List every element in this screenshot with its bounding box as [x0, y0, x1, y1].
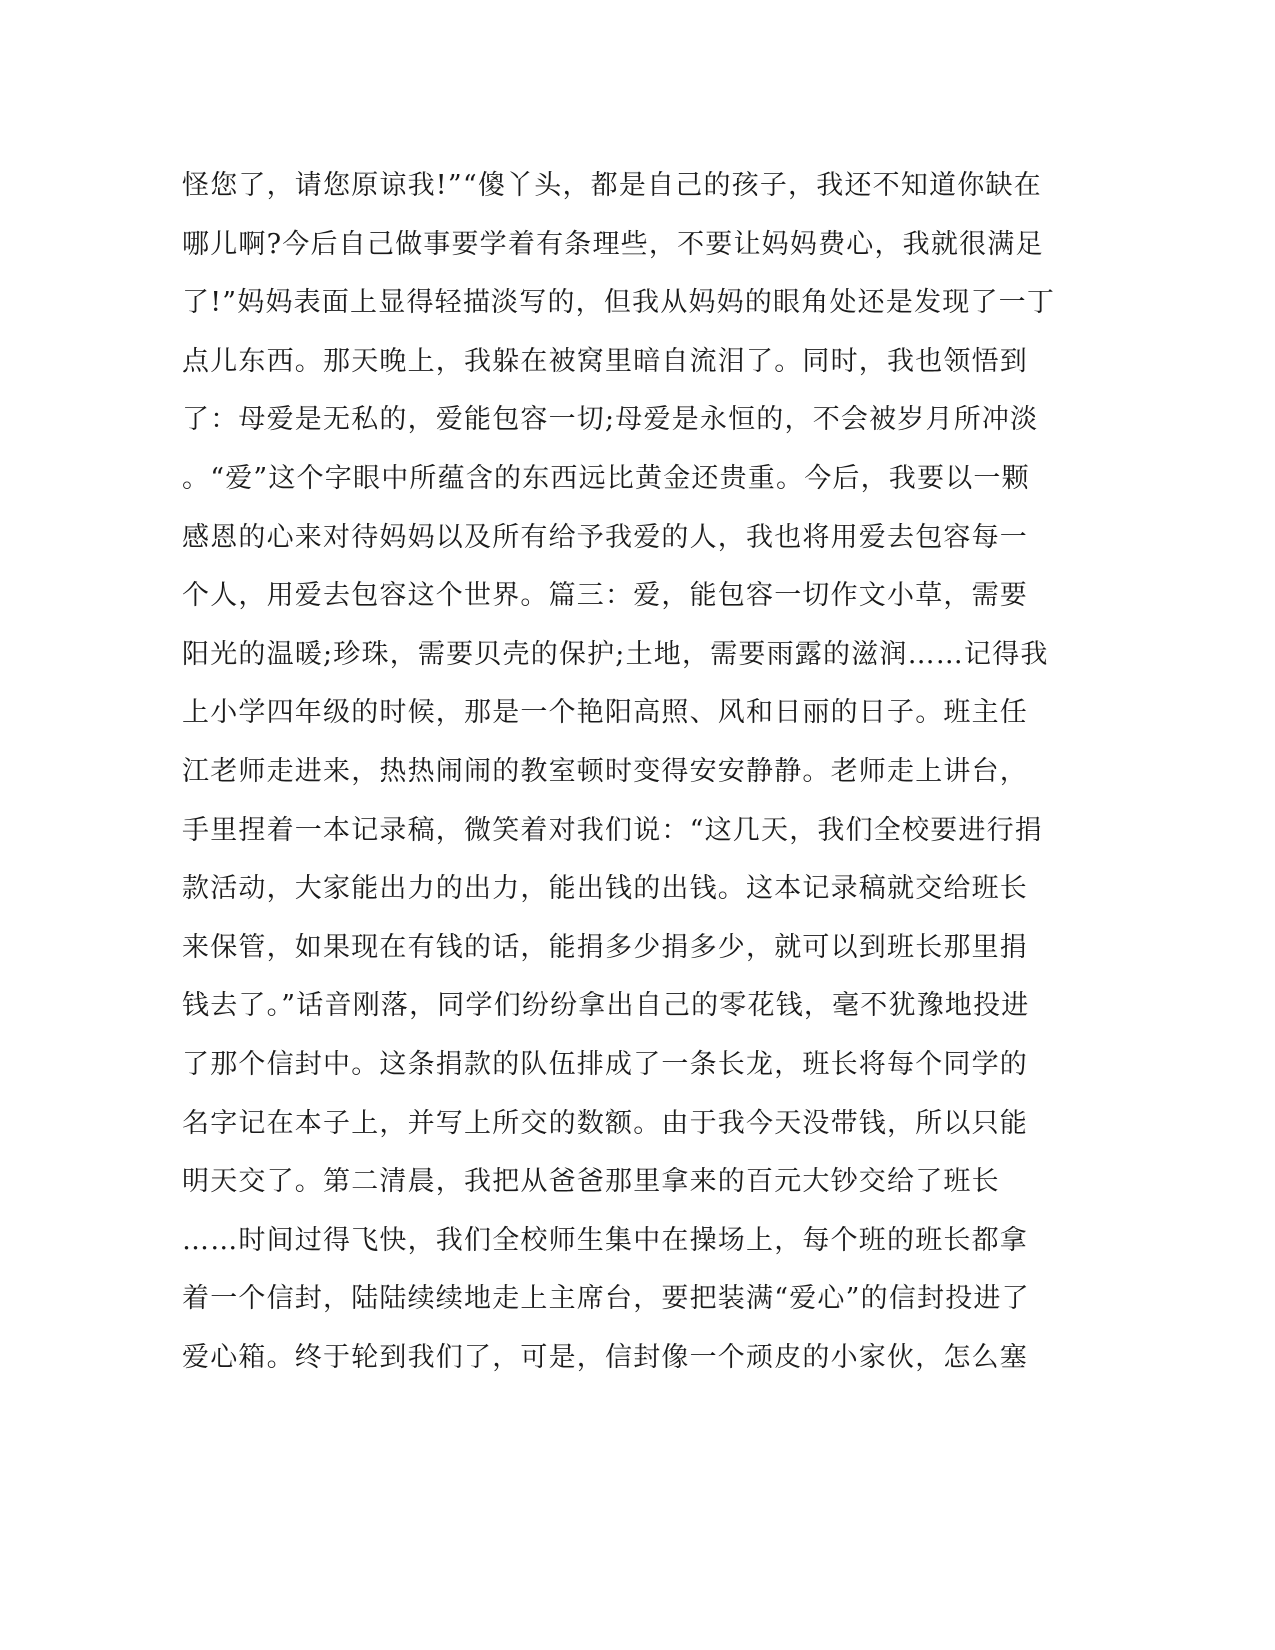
text-line: ……时间过得飞快，我们全校师生集中在操场上，每个班的班长都拿	[182, 1224, 1028, 1256]
text-line: 个人，用爱去包容这个世界。篇三：爱，能包容一切作文小草，需要	[182, 580, 1028, 612]
body-text	[182, 157, 1062, 1387]
text-line: 了那个信封中。这条捐款的队伍排成了一条长龙，班长将每个同学的	[182, 1048, 1028, 1080]
text-line: 钱去了。”话音刚落，同学们纷纷拿出自己的零花钱，毫不犹豫地投进	[182, 990, 1030, 1022]
text-line: 爱心箱。终于轮到我们了，可是，信封像一个顽皮的小家伙，怎么塞	[182, 1341, 1028, 1373]
text-line: 了!”妈妈表面上显得轻描淡写的，但我从妈妈的眼角处还是发现了一丁	[182, 287, 1056, 319]
text-line: 感恩的心来对待妈妈以及所有给予我爱的人，我也将用爱去包容每一	[182, 521, 1028, 553]
text-line: 哪儿啊?今后自己做事要学着有条理些，不要让妈妈费心，我就很满足	[182, 228, 1044, 260]
text-line: 江老师走进来，热热闹闹的教室顿时变得安安静静。老师走上讲台，	[182, 755, 1028, 787]
text-line: 着一个信封，陆陆续续地走上主席台，要把装满“爱心”的信封投进了	[182, 1283, 1030, 1315]
text-line: 了：母爱是无私的，爱能包容一切;母爱是永恒的，不会被岁月所冲淡	[182, 404, 1039, 436]
text-line: 手里捏着一本记录稿，微笑着对我们说：“这几天，我们全校要进行捐	[182, 814, 1044, 846]
text-line: 来保管，如果现在有钱的话，能捐多少捐多少，就可以到班长那里捐	[182, 931, 1028, 963]
text-line: 上小学四年级的时候，那是一个艳阳高照、风和日丽的日子。班主任	[182, 697, 1028, 729]
text-line: 名字记在本子上，并写上所交的数额。由于我今天没带钱，所以只能	[182, 1107, 1028, 1139]
text-line: 点儿东西。那天晚上，我躲在被窝里暗自流泪了。同时，我也领悟到	[182, 345, 1028, 377]
text-line: 怪您了，请您原谅我!”“傻丫头，都是自己的孩子，我还不知道你缺在	[182, 170, 1042, 201]
text-line: 明天交了。第二清晨，我把从爸爸那里拿来的百元大钞交给了班长	[182, 1166, 1000, 1198]
text-line: 阳光的温暖;珍珠，需要贝壳的保护;土地，需要雨露的滋润……记得我	[182, 638, 1049, 670]
text-line: 款活动，大家能出力的出力，能出钱的出钱。这本记录稿就交给班长	[182, 873, 1028, 905]
text-line: 。“爱”这个字眼中所蕴含的东西远比黄金还贵重。今后，我要以一颗	[182, 462, 1030, 494]
